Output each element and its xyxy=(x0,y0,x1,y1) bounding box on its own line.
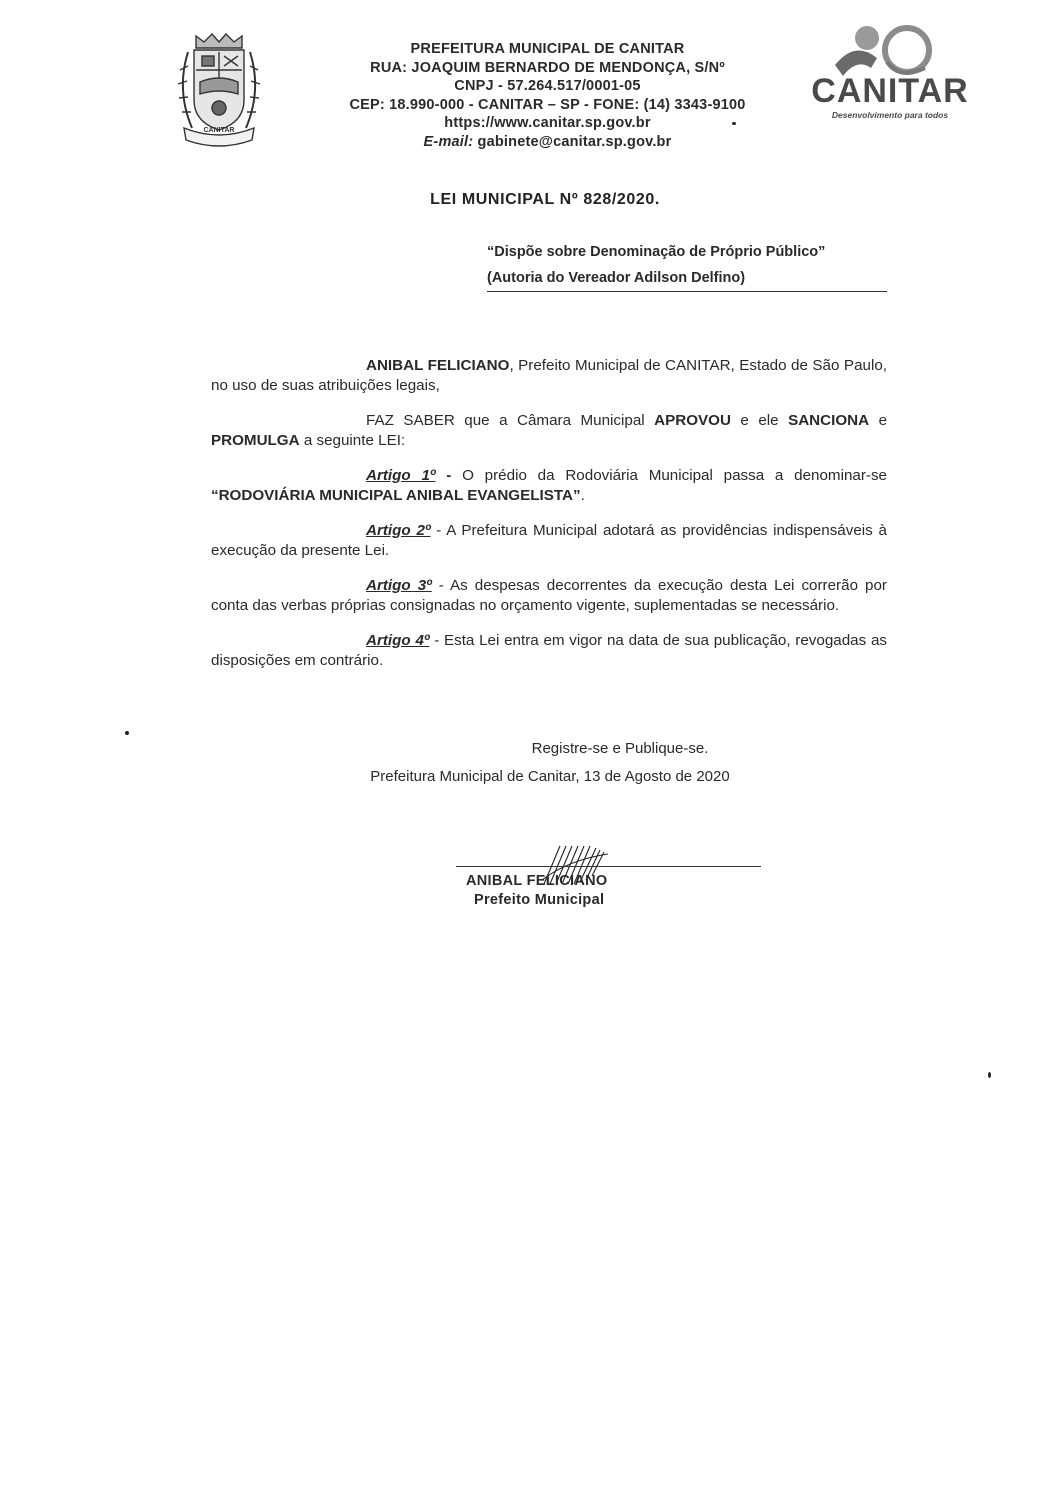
article-new-name: “RODOVIÁRIA MUNICIPAL ANIBAL EVANGELISTA” xyxy=(211,486,581,504)
article-separator: - xyxy=(429,632,444,649)
enactment-text: e xyxy=(869,412,888,429)
enactment-paragraph xyxy=(211,411,887,450)
law-ementa: “Dispõe sobre Denominação de Próprio Público” xyxy=(487,244,826,260)
article-text: Esta Lei entra em vigor na data de sua publicação, revogadas as disposições em contrário. xyxy=(211,632,887,669)
article-1 xyxy=(211,466,887,505)
letterhead-line: CNPJ - 57.264.517/0001-05 xyxy=(454,78,641,94)
enactment-text: a seguinte LEI: xyxy=(299,431,406,449)
scan-speck xyxy=(732,122,736,125)
letterhead-line: CEP: 18.990-000 - CANITAR – SP - FONE: (14) 3343-9100 xyxy=(349,96,746,113)
signatory-name: ANIBAL FELICIANO xyxy=(466,873,608,889)
article-4 xyxy=(211,631,887,670)
letterhead-website: https://www.canitar.sp.gov.br xyxy=(444,115,651,131)
place-date-line: Prefeitura Municipal de Canitar, 13 de Agosto de 2020 xyxy=(370,768,730,785)
coat-of-arms-label: CANITAR xyxy=(203,127,235,134)
enactment-sanctions: SANCIONA xyxy=(788,412,870,429)
email-value: gabinete@canitar.sp.gov.br xyxy=(477,133,672,150)
letterhead-line: RUA: JOAQUIM BERNARDO DE MENDONÇA, S/Nº xyxy=(370,59,725,76)
article-separator: - xyxy=(430,522,447,539)
enactment-promulgates: PROMULGA xyxy=(211,431,300,449)
law-ementa-block xyxy=(487,243,867,292)
article-3 xyxy=(211,576,887,615)
article-text: As despesas decorrentes da execução desta Lei correrão por conta das verbas próprias consignadas no orçamento vigente, suplementadas se necessário. xyxy=(211,577,887,614)
email-label: E-mail: xyxy=(423,133,474,150)
enactment-approved: APROVOU xyxy=(654,412,731,429)
article-2 xyxy=(211,521,887,560)
article-text-end: . xyxy=(580,486,585,504)
article-separator: - xyxy=(435,467,463,484)
scan-speck xyxy=(125,731,129,735)
letterhead xyxy=(300,40,795,151)
article-text: O prédio da Rodoviária Municipal passa a denominar-se xyxy=(462,467,887,484)
law-body xyxy=(211,356,887,686)
mayor-name: ANIBAL FELICIANO xyxy=(366,357,510,374)
letterhead-email xyxy=(300,133,795,152)
article-label: Artigo 2º xyxy=(366,522,431,539)
law-title: LEI MUNICIPAL Nº 828/2020. xyxy=(430,191,660,208)
closing-block xyxy=(300,735,800,791)
article-label: Artigo 1º xyxy=(366,467,436,484)
preamble-paragraph xyxy=(211,356,887,395)
article-label: Artigo 3º xyxy=(366,577,432,594)
signatory-role: Prefeito Municipal xyxy=(474,892,605,908)
preamble-text: , Prefeito Municipal de CANITAR, Estado de São Paulo, no uso de suas atribuições legais, xyxy=(211,357,887,394)
article-text: A Prefeitura Municipal adotará as providências indispensáveis à execução da presente Lei. xyxy=(211,522,887,559)
article-separator: - xyxy=(431,577,451,594)
signature-line xyxy=(456,866,761,867)
register-publish-line: Registre-se e Publique-se. xyxy=(531,740,709,757)
brand-tagline: Desenvolvimento para todos xyxy=(831,110,949,120)
article-label: Artigo 4º xyxy=(366,632,430,649)
brand-name: CANITAR xyxy=(811,72,969,110)
letterhead-line: PREFEITURA MUNICIPAL DE CANITAR xyxy=(410,41,685,57)
enactment-text: FAZ SABER que a Câmara Municipal xyxy=(366,412,655,429)
law-authorship: (Autoria do Vereador Adilson Delfino) xyxy=(487,269,887,292)
enactment-text: e ele xyxy=(730,412,789,429)
scan-speck xyxy=(988,1072,991,1078)
